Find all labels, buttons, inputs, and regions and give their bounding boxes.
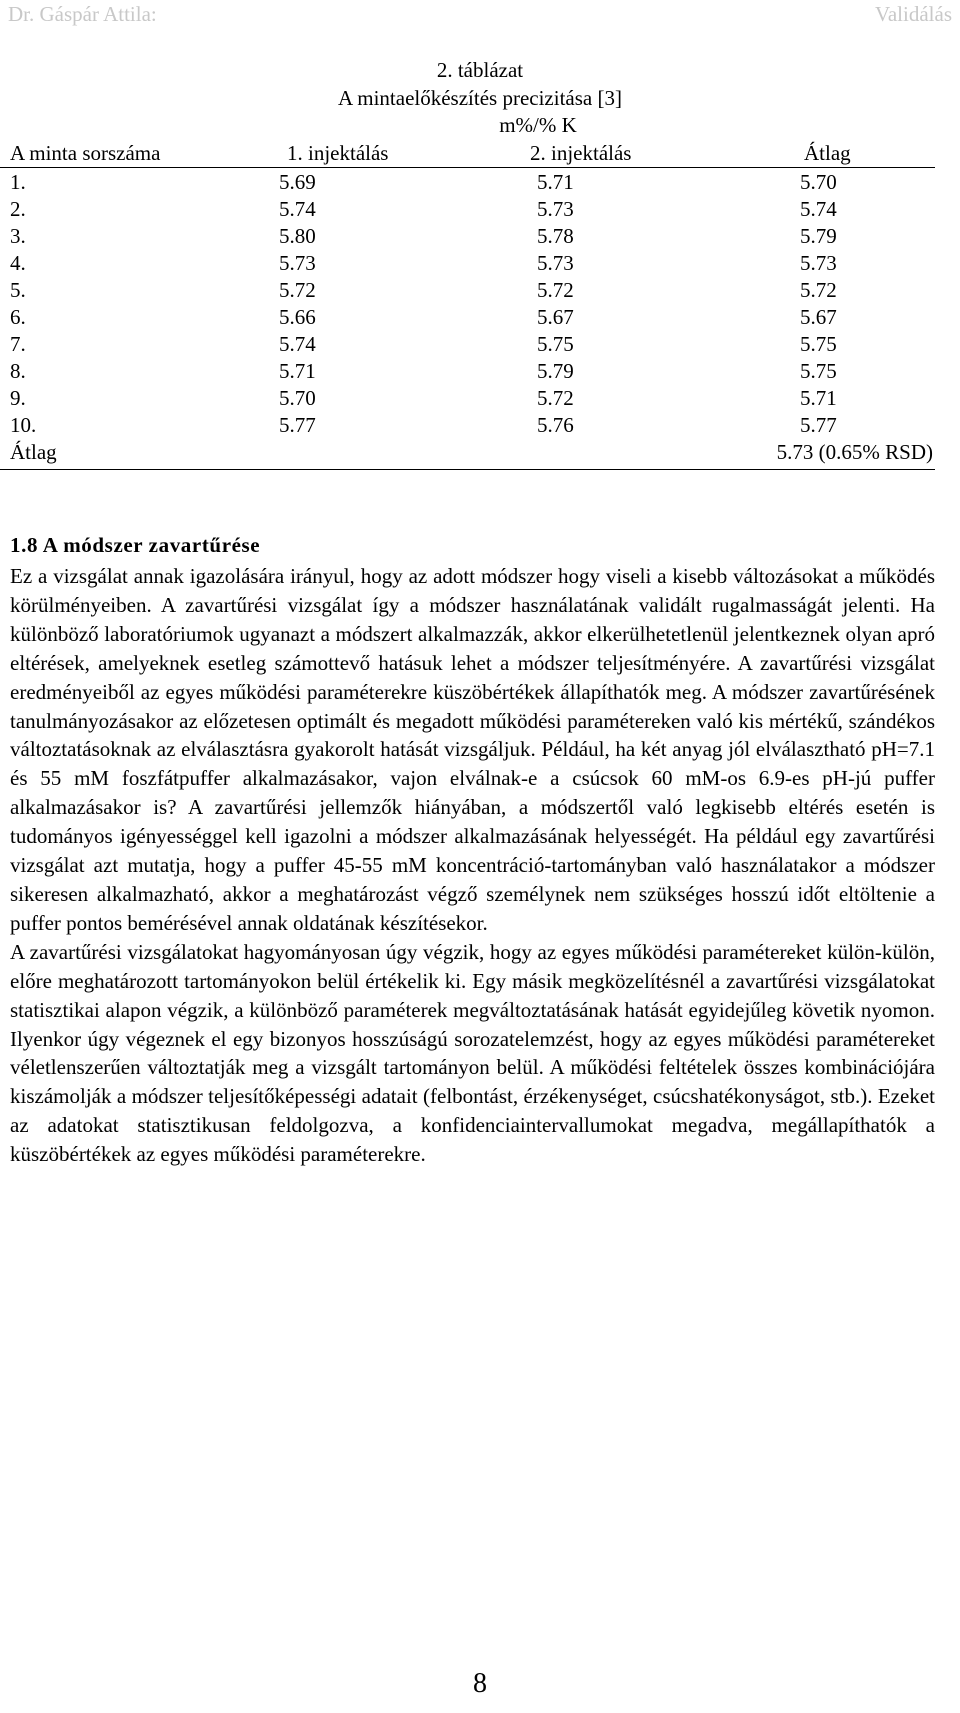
paragraph: Ez a vizsgálat annak igazolására irányul, hogy az adott módszer hogy viseli a kisebb változásokat a működés körülményeiben. A zavartűrési vizsgálat így a módszer használatának validált rugalmasságát jelenti. Ha különböző laboratóriumok ugyanazt a módszert alkalmazzák, akkor elkerülhetetlenül jelentkeznek olyan apró eltérések, amelyeknek esetleg számottevő hatásuk lehet a módszer teljesítményére. A zavartűrési vizsgálat eredményeiből az egyes működési paraméterekre küszöbértékek állapíthatók meg. A módszer zavartűrésének tanulmányozásakor az előzetesen optimált és megadott működési paramétereken való kis mértékű, szándékos változtatásoknak az elválasztásra gyakorolt hatását vizsgáljuk. Például, ha két anyag jól elválasztható pH=7.1 és 55 mM foszfátpuffer alkalmazásakor, vajon elválnak-e a csúcsok 60 mM-os 6.9-es pH-jú puffer alkalmazásakor is? A zavartűrési jellemzők hiányában, a módszertől való legkisebb eltérés esetén is tudományos igényességgel kell igazolni a módszer alkalmazásának helyességét. Ha például egy zavartűrési vizsgálat azt mutatja, hogy a puffer 45-55 mM koncentráció-tartományban való használatakor a módszer sikeresen alkalmazható, akkor a meghatározást végző személynek nem szükséges hosszú időt eltöltenie a puffer pontos bemérésével annak oldatának készítésekor. [10, 564, 935, 935]
table-row [0, 278, 935, 305]
table-title: A mintaelőkészítés precizitása [3] [338, 86, 622, 110]
table-cell: 5.70 [279, 386, 316, 410]
table-cell: 4. [10, 251, 26, 275]
table-cell: 5.75 [800, 332, 837, 356]
table-cell: 5.72 [279, 278, 316, 302]
section-heading: 1.8 A módszer zavartűrése [10, 533, 261, 557]
table-row [0, 197, 935, 224]
table-cell: 5.71 [537, 170, 574, 194]
paragraph: A zavartűrési vizsgálatokat hagyományosan úgy végzik, hogy az egyes működési paramétereket külön-külön, előre meghatározott tartományokon belül értékelik ki. Egy másik megközelítésnél a zavartűrési vizsgálatokat statisztikai alapon végzik, a különböző paraméterek megváltoztatásának hatását egyidejűleg követik nyomon. Ilyenkor úgy végeznek el egy bizonyos hosszúságú sorozatelemzést, hogy az egyes működési paramétereket véletlenszerűen változtatják meg a vizsgált tartományon belül. A működési feltételek összes kombinációjára kiszámolják a módszer teljesítőképességi adatait (felbontást, érzékenységet, csúcshatékonyságot, stb.). Ezeket az adatokat statisztikusan feldolgozva, a konfidenciaintervallumokat megadva, megállapíthatók a küszöbértékek az egyes működési paraméterekre. [10, 939, 935, 1167]
table-rule [0, 469, 935, 470]
table-cell: 5.76 [537, 413, 574, 437]
table-cell: 5.71 [800, 386, 837, 410]
table-cell: 5.71 [279, 359, 316, 383]
header-topic: Validálás [875, 2, 952, 26]
table-number: 2. táblázat [436, 58, 524, 82]
table-rule [0, 167, 935, 168]
table-cell: 5.79 [800, 224, 837, 248]
table-cell: 9. [10, 386, 26, 410]
table-average-row [0, 440, 935, 467]
table-cell: 5.72 [537, 386, 574, 410]
table-cell: 5.69 [279, 170, 316, 194]
table-cell: 5.74 [279, 332, 316, 356]
table-cell: 5.70 [800, 170, 837, 194]
average-label: Átlag [10, 440, 57, 464]
table-row [0, 332, 935, 359]
column-header: A minta sorszáma [10, 141, 161, 165]
table-cell: 3. [10, 224, 26, 248]
table-row [0, 359, 935, 386]
table-header-row [0, 141, 935, 168]
table-cell: 5.74 [800, 197, 837, 221]
section-body [10, 562, 935, 1169]
table-row [0, 251, 935, 278]
table-cell: 5.78 [537, 224, 574, 248]
table-cell: 1. [10, 170, 26, 194]
table-cell: 5.73 [537, 251, 574, 275]
table-cell: 2. [10, 197, 26, 221]
table-cell: 5.75 [800, 359, 837, 383]
table-cell: 5.73 [800, 251, 837, 275]
page-number: 8 [473, 1668, 487, 1699]
table-cell: 5.79 [537, 359, 574, 383]
column-header: 1. injektálás [287, 141, 389, 165]
running-header [0, 2, 960, 28]
table-cell: 5.74 [279, 197, 316, 221]
average-value: 5.73 (0.65% RSD) [776, 440, 933, 464]
table-unit: m%/% K [499, 113, 577, 137]
table-cell: 5.73 [537, 197, 574, 221]
table-cell: 5.67 [800, 305, 837, 329]
table-cell: 5.77 [800, 413, 837, 437]
table-cell: 8. [10, 359, 26, 383]
table-row [0, 413, 935, 440]
table-cell: 5.73 [279, 251, 316, 275]
table-cell: 5.77 [279, 413, 316, 437]
column-header: 2. injektálás [530, 141, 632, 165]
table-cell: 10. [10, 413, 37, 437]
table-row [0, 386, 935, 413]
table-row [0, 170, 935, 197]
table-cell: 5. [10, 278, 26, 302]
table-cell: 5.75 [537, 332, 574, 356]
table-cell: 5.80 [279, 224, 316, 248]
table-row [0, 224, 935, 251]
table-cell: 5.72 [537, 278, 574, 302]
header-author: Dr. Gáspár Attila: [8, 2, 157, 26]
table-cell: 6. [10, 305, 26, 329]
table-cell: 5.72 [800, 278, 837, 302]
table-cell: 7. [10, 332, 26, 356]
column-header: Átlag [804, 141, 851, 165]
table-cell: 5.67 [537, 305, 574, 329]
table-row [0, 305, 935, 332]
table-cell: 5.66 [279, 305, 316, 329]
